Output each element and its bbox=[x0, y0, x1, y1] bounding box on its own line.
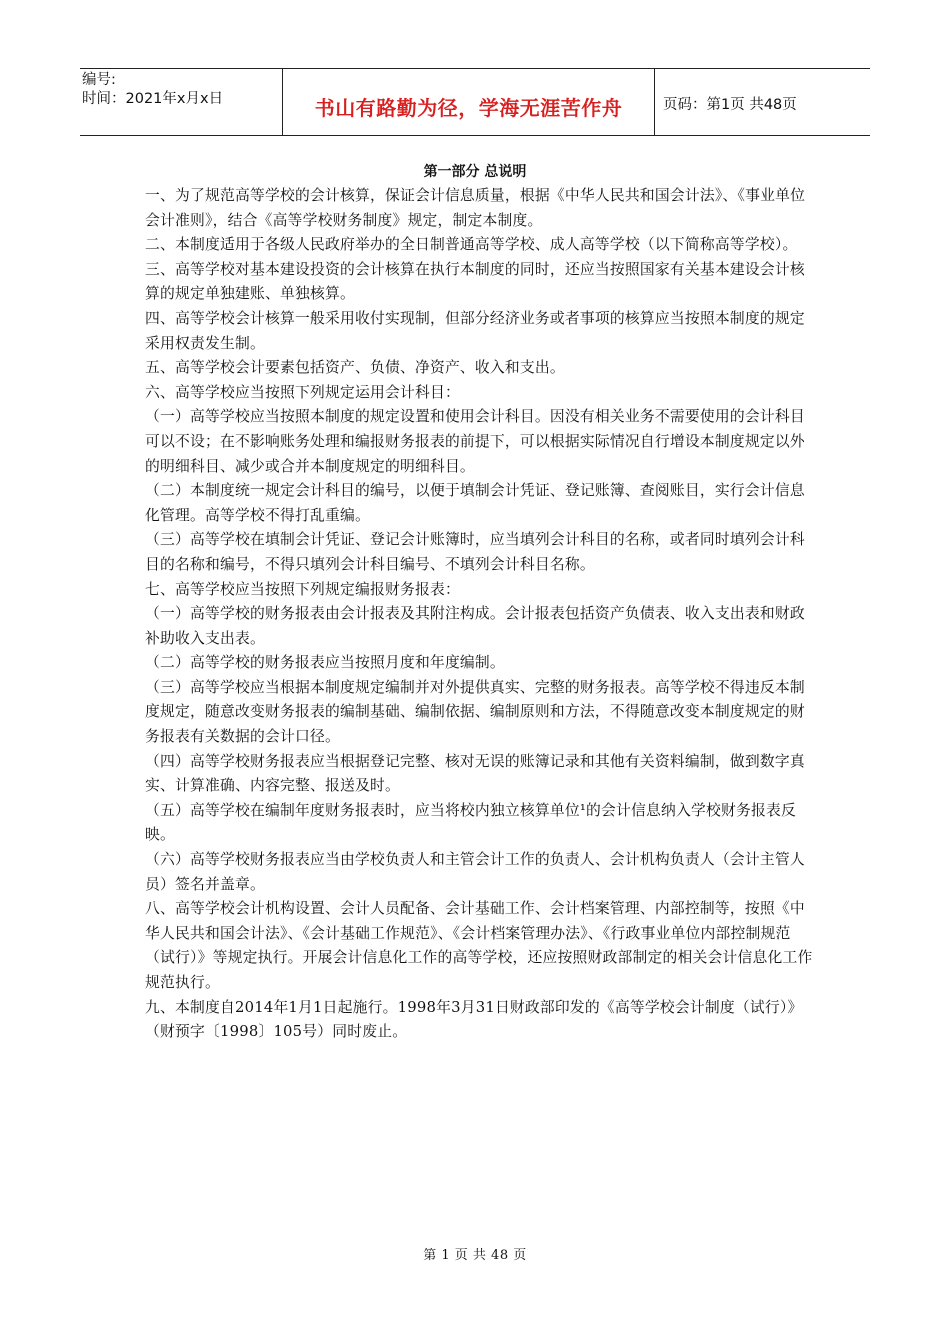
paragraph: （五）高等学校在编制年度财务报表时，应当将校内独立核算单位¹的会计信息纳入学校财务报表反映。 bbox=[145, 801, 797, 844]
header-motto: 书山有路勤为径，学海无涯苦作舟 bbox=[283, 69, 655, 135]
paragraph: 七、高等学校应当按照下列规定编报财务报表： bbox=[145, 580, 460, 598]
page-header bbox=[80, 68, 870, 136]
paragraph: （六）高等学校财务报表应当由学校负责人和主管会计工作的负责人、会计机构负责人（会计主管人员）签名并盖章。 bbox=[145, 851, 805, 893]
paragraph: （四）高等学校财务报表应当根据登记完整、核对无误的账簿记录和其他有关资料编制，做到数字真实、计算准确、内容完整、报送及时。 bbox=[145, 752, 805, 795]
paragraph: 九、本制度自2014年1月1日起施行。1998年3月31日财政部印发的《高等学校会计制度（试行）》（财预字〔1998〕105号）同时废止。 bbox=[145, 998, 803, 1041]
document-body bbox=[145, 184, 815, 1045]
paragraph: （三）高等学校在填制会计凭证、登记会计账簿时，应当填列会计科目的名称，或者同时填列会计科目的名称和编号，不得只填列会计科目编号、不填列会计科目名称。 bbox=[145, 531, 805, 573]
section-title: 第一部分 总说明 bbox=[423, 164, 527, 180]
paragraph: （二）高等学校的财务报表应当按照月度和年度编制。 bbox=[145, 654, 505, 672]
paragraph: （二）本制度统一规定会计科目的编号，以便于填制会计凭证、登记账簿、查阅账目，实行会计信息化管理。高等学校不得打乱重编。 bbox=[145, 482, 805, 524]
paragraph: 六、高等学校应当按照下列规定运用会计科目： bbox=[145, 383, 460, 401]
paragraph: 五、高等学校会计要素包括资产、负债、净资产、收入和支出。 bbox=[145, 359, 565, 377]
header-page-info: 页码：第1页 共48页 bbox=[663, 96, 797, 113]
paragraph: 四、高等学校会计核算一般采用收付实现制，但部分经济业务或者事项的核算应当按照本制度的规定采用权责发生制。 bbox=[145, 309, 805, 352]
paragraph: 三、高等学校对基本建设投资的会计核算在执行本制度的同时，还应当按照国家有关基本建设会计核算的规定单独建账、单独核算。 bbox=[145, 260, 805, 303]
page-footer: 第 1 页 共 48 页 bbox=[423, 1248, 527, 1263]
paragraph: （一）高等学校的财务报表由会计报表及其附注构成。会计报表包括资产负债表、收入支出表和财政补助收入支出表。 bbox=[145, 605, 805, 647]
paragraph: 二、本制度适用于各级人民政府举办的全日制普通高等学校、成人高等学校（以下简称高等学校）。 bbox=[145, 236, 798, 254]
number-label: 编号: bbox=[82, 72, 116, 88]
paragraph: 八、高等学校会计机构设置、会计人员配备、会计基础工作、会计档案管理、内部控制等，按照《中华人民共和国会计法》、《会计基础工作规范》、《会计档案管理办法》、《行政事业单位内部控制规范（试行）》等规定执行。开展会计信息化工作的高等学校，还应按照财政部制定的相关会计信息化工作规范执行。 bbox=[145, 900, 813, 991]
paragraph: （一）高等学校应当按照本制度的规定设置和使用会计科目。因没有相关业务不需要使用的会计科目可以不设；在不影响账务处理和编报财务报表的前提下，可以根据实际情况自行增设本制度规定以外的明细科目、减少或合并本制度规定的明细科目。 bbox=[145, 408, 805, 475]
time-label: 时间：2021年x月x日 bbox=[82, 91, 224, 107]
paragraph: 一、为了规范高等学校的会计核算，保证会计信息质量，根据《中华人民共和国会计法》、《事业单位会计准则》，结合《高等学校财务制度》规定，制定本制度。 bbox=[145, 187, 806, 229]
paragraph: （三）高等学校应当根据本制度规定编制并对外提供真实、完整的财务报表。高等学校不得违反本制度规定，随意改变财务报表的编制基础、编制依据、编制原则和方法，不得随意改变本制度规定的财务报表有关数据的会计口径。 bbox=[145, 678, 805, 746]
header-meta bbox=[80, 69, 283, 135]
